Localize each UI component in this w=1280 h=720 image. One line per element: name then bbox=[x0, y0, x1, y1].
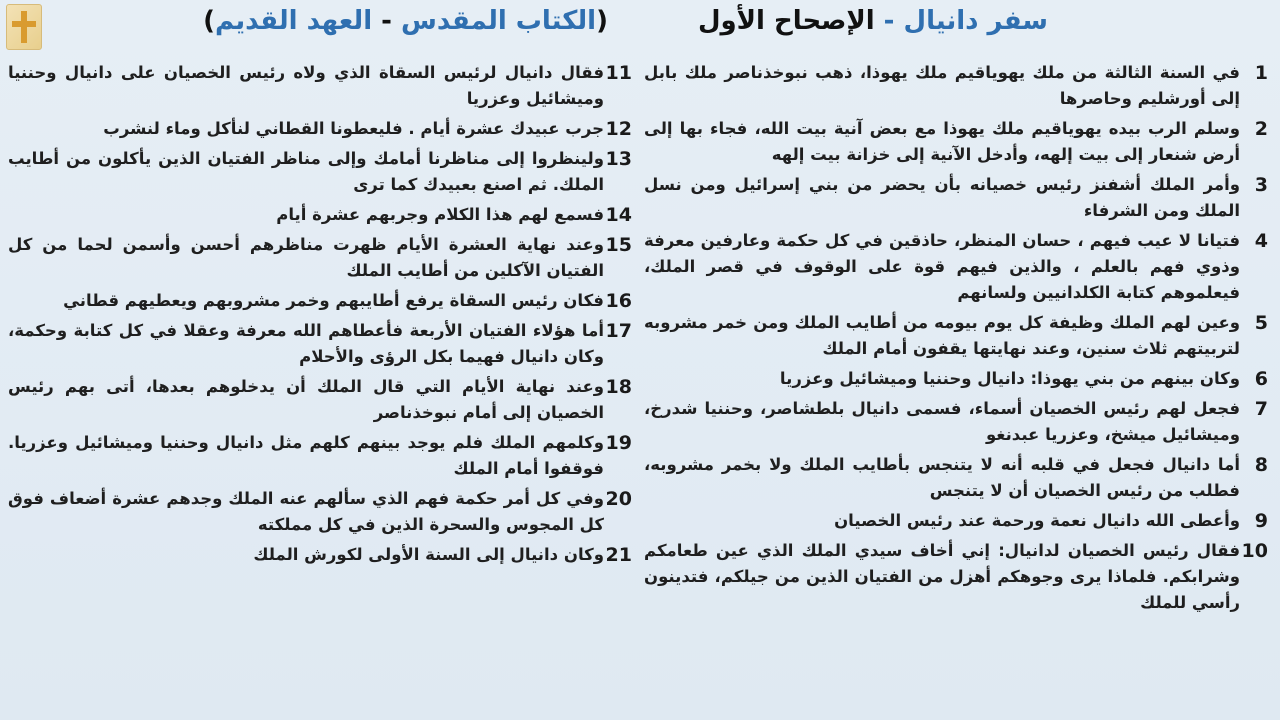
verse bbox=[644, 538, 1268, 616]
verse-text: وكان بينهم من بني يهوذا: دانيال وحننيا وميشائيل وعزريا bbox=[779, 369, 1240, 388]
logo-cross-horizontal bbox=[12, 21, 36, 27]
verse bbox=[8, 202, 632, 228]
verse-number: 4 bbox=[1254, 230, 1268, 252]
cross-logo-icon bbox=[6, 4, 42, 50]
verse-number: 19 bbox=[605, 432, 632, 454]
verse bbox=[644, 508, 1268, 534]
verse bbox=[644, 396, 1268, 448]
verse-text: وعند نهاية الأيام التي قال الملك أن يدخلوهم بعدها، أتى بهم رئيس الخصيان إلى أمام نبوخذناصر bbox=[8, 377, 604, 422]
testament-name: العهد القديم bbox=[214, 6, 373, 36]
verse-text: وفي كل أمر حكمة فهم الذي سألهم عنه الملك وجدهم عشرة أضعاف فوق كل المجوس والسحرة الذين في كل مملكته bbox=[8, 489, 604, 534]
verse bbox=[8, 374, 632, 426]
verse bbox=[8, 232, 632, 284]
verses-column-left bbox=[8, 60, 632, 572]
title-paren-open: ( bbox=[596, 6, 608, 36]
verse-text: جرب عبيدك عشرة أيام . فليعطونا القطاني لنأكل وماء لنشرب bbox=[103, 119, 604, 138]
verse-number: 10 bbox=[1241, 540, 1268, 562]
verse-number: 2 bbox=[1254, 118, 1268, 140]
verse-number: 17 bbox=[605, 320, 632, 342]
verse bbox=[8, 60, 632, 112]
verse bbox=[644, 366, 1268, 392]
title-paren-close: ) bbox=[203, 6, 215, 36]
verse-text: فقال دانيال لرئيس السقاة الذي ولاه رئيس الخصيان على دانيال وحننيا وميشائيل وعزريا bbox=[8, 63, 604, 108]
verse bbox=[644, 60, 1268, 112]
verse bbox=[8, 430, 632, 482]
verse bbox=[8, 318, 632, 370]
verse-number: 9 bbox=[1254, 510, 1268, 532]
verse-text: أما هؤلاء الفتيان الأربعة فأعطاهم الله معرفة وعقلا في كل كتابة وحكمة، وكان دانيال فهيما بكل الرؤى والأحلام bbox=[8, 321, 604, 366]
verse bbox=[8, 116, 632, 142]
bible-testament-title bbox=[203, 6, 608, 46]
verse bbox=[644, 172, 1268, 224]
verse-text: وعند نهاية العشرة الأيام ظهرت مناظرهم أحسن وأسمن لحما من كل الفتيان الآكلين من أطايب الملك bbox=[8, 235, 604, 280]
verse-text: وسلم الرب بيده يهوياقيم ملك يهوذا مع بعض آنية بيت الله، فجاء بها إلى أرض شنعار إلى بيت إلهه، وأدخل الآنية إلى خزانة بيت إلهه bbox=[644, 119, 1240, 164]
verse-text: أما دانيال فجعل في قلبه أنه لا يتنجس بأطايب الملك ولا بخمر مشروبه، فطلب من رئيس الخصيان أن لا يتنجس bbox=[644, 455, 1240, 500]
verse-text: وأمر الملك أشفنز رئيس خصيانه بأن يحضر من بني إسرائيل ومن نسل الملك ومن الشرفاء bbox=[644, 175, 1240, 220]
verse-text: وكلمهم الملك فلم يوجد بينهم كلهم مثل دانيال وحننيا وميشائيل وعزريا. فوقفوا أمام الملك bbox=[8, 433, 604, 478]
verse-text: فتيانا لا عيب فيهم ، حسان المنظر، حاذقين في كل حكمة وعارفين معرفة وذوي فهم بالعلم ، والذين فيهم قوة على الوقوف في قصر الملك، فيعلموهم كتابة الكلدانيين ولسانهم bbox=[644, 231, 1240, 302]
verse-text: في السنة الثالثة من ملك يهوياقيم ملك يهوذا، ذهب نبوخذناصر ملك بابل إلى أورشليم وحاصرها bbox=[644, 63, 1240, 108]
title-separator-left: - bbox=[372, 6, 402, 36]
verse-text: وعين لهم الملك وظيفة كل يوم بيومه من أطايب الملك ومن خمر مشروبه لتربيتهم ثلاث سنين، وعند نهايتها يقفون أمام الملك bbox=[644, 313, 1240, 358]
verse-text: فكان رئيس السقاة يرفع أطايبهم وخمر مشروبهم ويعطيهم قطاني bbox=[63, 291, 604, 310]
verse-number: 14 bbox=[605, 204, 632, 226]
verse bbox=[8, 288, 632, 314]
chapter-name: الإصحاح الأول bbox=[697, 6, 875, 36]
verse bbox=[8, 542, 632, 568]
verse-number: 8 bbox=[1254, 454, 1268, 476]
verse-number: 11 bbox=[605, 62, 632, 84]
verse-text: ولينظروا إلى مناظرنا أمامك وإلى مناظر الفتيان الذين يأكلون من أطايب الملك. ثم اصنع بعبيدك كما ترى bbox=[8, 149, 604, 194]
verse-number: 21 bbox=[605, 544, 632, 566]
verse-number: 18 bbox=[605, 376, 632, 398]
verse-number: 15 bbox=[605, 234, 632, 256]
verse-number: 16 bbox=[605, 290, 632, 312]
book-chapter-title bbox=[628, 6, 1048, 46]
title-separator: - bbox=[874, 6, 904, 36]
verse-text: فسمع لهم هذا الكلام وجربهم عشرة أيام bbox=[276, 205, 604, 224]
verses-column-right bbox=[644, 60, 1268, 620]
verse-text: وكان دانيال إلى السنة الأولى لكورش الملك bbox=[253, 545, 604, 564]
bible-name: الكتاب المقدس bbox=[401, 6, 597, 36]
verse bbox=[644, 228, 1268, 306]
verse bbox=[8, 486, 632, 538]
verse-text: فجعل لهم رئيس الخصيان أسماء، فسمى دانيال بلطشاصر، وحننيا شدرخ، وميشائيل ميشخ، وعزريا عبدنغو bbox=[644, 399, 1240, 444]
book-name: سفر دانيال bbox=[903, 6, 1048, 36]
verse-number: 20 bbox=[605, 488, 632, 510]
verse-number: 3 bbox=[1254, 174, 1268, 196]
verse-text: وأعطى الله دانيال نعمة ورحمة عند رئيس الخصيان bbox=[834, 511, 1240, 530]
verse bbox=[644, 310, 1268, 362]
verse-number: 6 bbox=[1254, 368, 1268, 390]
logo-cross-vertical bbox=[21, 11, 27, 43]
verse-number: 1 bbox=[1254, 62, 1268, 84]
verse bbox=[644, 116, 1268, 168]
verse-number: 5 bbox=[1254, 312, 1268, 334]
verse bbox=[644, 452, 1268, 504]
verse bbox=[8, 146, 632, 198]
verse-number: 7 bbox=[1254, 398, 1268, 420]
verse-number: 13 bbox=[605, 148, 632, 170]
verse-text: فقال رئيس الخصيان لدانيال: إني أخاف سيدي الملك الذي عين طعامكم وشرابكم. فلماذا يرى وجوهكم أهزل من الفتيان الذين من جيلكم، فتدينون رأسي للملك bbox=[644, 541, 1240, 612]
verse-number: 12 bbox=[605, 118, 632, 140]
